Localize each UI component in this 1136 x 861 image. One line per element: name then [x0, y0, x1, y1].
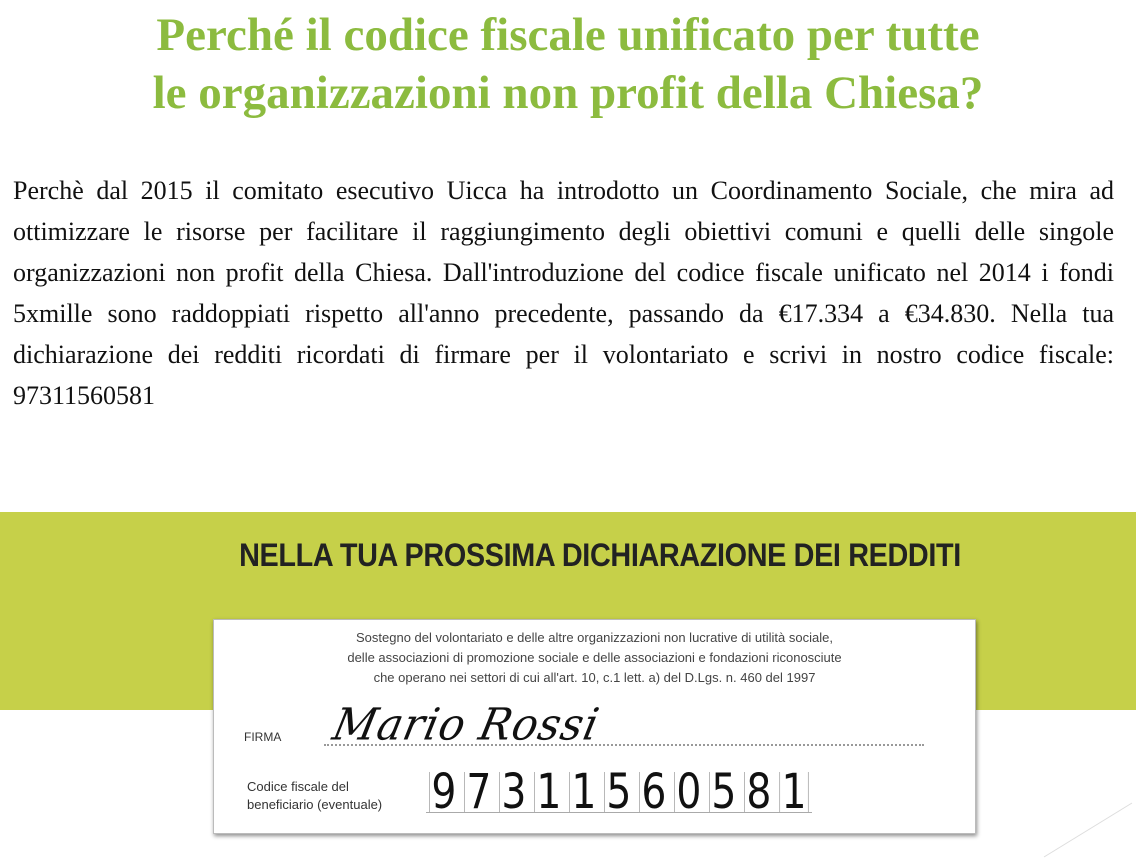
cf-label-line-1: Codice fiscale del	[247, 779, 349, 794]
page-title	[0, 6, 1136, 122]
form-description-line-1: Sostegno del volontariato e delle altre organizzazioni non lucrative di utilità sociale,	[356, 630, 833, 645]
title-line-2: le organizzazioni non profit della Chiesa?	[152, 67, 984, 119]
tax-form-card	[213, 619, 976, 834]
body-paragraph: Perchè dal 2015 il comitato esecutivo Uicca ha introdotto un Coordinamento Sociale, che mira ad ottimizzare le risorse per facilitare il raggiungimento degli obiettivi comuni e quelli delle singole organizzazioni non profit della Chiesa. Dall'introduzione del codice fiscale unificato nel 2014 i fondi 5xmille sono raddoppiati rispetto all'anno precedente, passando da €17.334 a €34.830. Nella tua dichiarazione dei redditi ricordati di firmare per il volontariato e scrivi in nostro codice fiscale: 97311560581	[13, 176, 1114, 410]
handwritten-signature: Mario Rossi	[328, 698, 605, 751]
cf-digit: 3	[499, 772, 528, 812]
cf-digit: 6	[639, 772, 668, 812]
cf-label-line-2: beneficiario (eventuale)	[247, 797, 383, 812]
title-line-1: Perché il codice fiscale unificato per tutte	[156, 9, 980, 61]
form-description-line-2: delle associazioni di promozione sociale e delle associazioni e fondazioni riconosciute	[347, 650, 842, 665]
codice-fiscale-boxes	[426, 764, 812, 820]
form-description-line-3: che operano nei settori di cui all'art. 10, c.1 lett. a) del D.Lgs. n. 460 del 1997	[373, 670, 816, 685]
cf-digit: 1	[779, 772, 809, 812]
firma-label: FIRMA	[244, 730, 282, 744]
page-curl-decoration	[1024, 799, 1134, 859]
cf-digit: 5	[604, 772, 633, 812]
form-description	[214, 628, 975, 688]
banner-heading: NELLA TUA PROSSIMA DICHIARAZIONE DEI REDDITI	[239, 537, 961, 573]
codice-fiscale-label	[247, 778, 427, 814]
cf-digit: 8	[744, 772, 773, 812]
cf-digit: 0	[674, 772, 703, 812]
cf-digit: 1	[569, 772, 598, 812]
cf-digit: 5	[709, 772, 738, 812]
cf-digit: 1	[534, 772, 563, 812]
cf-digit: 9	[429, 772, 458, 812]
cf-digit: 7	[464, 772, 493, 812]
